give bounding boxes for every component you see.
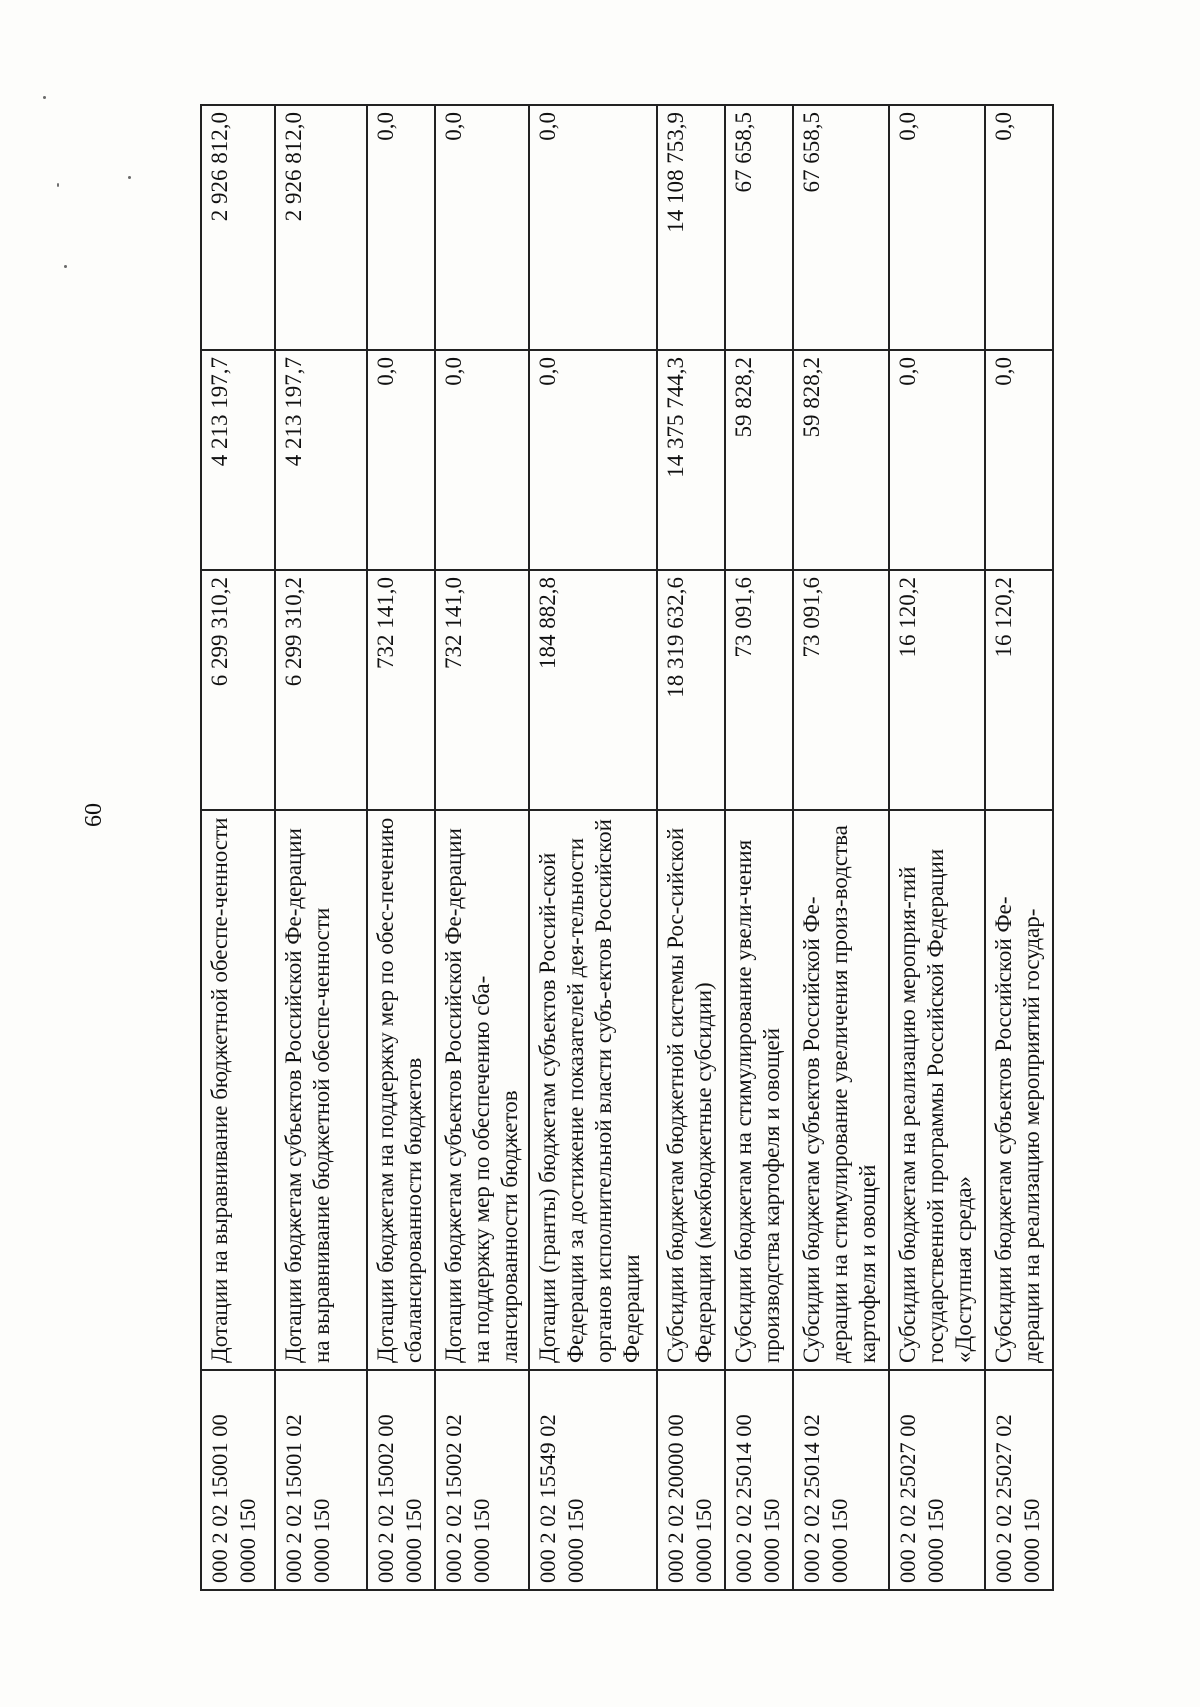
amount-cell-1: 6 299 310,2 xyxy=(275,570,367,810)
budget-table xyxy=(200,104,1054,1591)
amount-cell-1: 184 882,8 xyxy=(529,570,657,810)
table-row xyxy=(529,105,657,1590)
description-cell: Дотации бюджетам субъектов Российской Фе-дерации на выравнивание бюджетной обеспе-ченности xyxy=(275,810,367,1370)
amount-cell-3: 0,0 xyxy=(985,105,1053,350)
scan-speck xyxy=(57,183,59,187)
amount-cell-2: 0,0 xyxy=(985,350,1053,570)
table-row xyxy=(367,105,435,1590)
scan-speck xyxy=(64,265,67,268)
amount-cell-3: 0,0 xyxy=(367,105,435,350)
budget-code-cell: 000 2 02 25027 02 0000 150 xyxy=(985,1370,1053,1590)
budget-code-cell: 000 2 02 15002 02 0000 150 xyxy=(435,1370,529,1590)
table-row xyxy=(275,105,367,1590)
amount-cell-2: 0,0 xyxy=(435,350,529,570)
amount-cell-3: 0,0 xyxy=(529,105,657,350)
table-row xyxy=(725,105,793,1590)
scan-speck xyxy=(43,96,46,99)
table-row xyxy=(201,105,275,1590)
amount-cell-1: 18 319 632,6 xyxy=(657,570,725,810)
amount-cell-1: 73 091,6 xyxy=(793,570,889,810)
amount-cell-1: 732 141,0 xyxy=(435,570,529,810)
budget-code-cell: 000 2 02 15002 00 0000 150 xyxy=(367,1370,435,1590)
scan-speck xyxy=(128,176,131,179)
amount-cell-1: 16 120,2 xyxy=(985,570,1053,810)
amount-cell-2: 0,0 xyxy=(367,350,435,570)
description-cell: Субсидии бюджетам бюджетной системы Рос-сийской Федерации (межбюджетные субсидии) xyxy=(657,810,725,1370)
amount-cell-3: 0,0 xyxy=(435,105,529,350)
table-row xyxy=(793,105,889,1590)
description-cell: Субсидии бюджетам на реализацию мероприя-тий государственной программы Российской Федерации «Доступная среда» xyxy=(889,810,985,1370)
amount-cell-1: 6 299 310,2 xyxy=(201,570,275,810)
description-cell: Дотации на выравнивание бюджетной обеспе-ченности xyxy=(201,810,275,1370)
budget-code-cell: 000 2 02 15001 00 0000 150 xyxy=(201,1370,275,1590)
table-row xyxy=(657,105,725,1590)
amount-cell-3: 67 658,5 xyxy=(793,105,889,350)
budget-code-cell: 000 2 02 25027 00 0000 150 xyxy=(889,1370,985,1590)
amount-cell-3: 2 926 812,0 xyxy=(275,105,367,350)
amount-cell-3: 2 926 812,0 xyxy=(201,105,275,350)
description-cell: Субсидии бюджетам субъектов Российской Фе-дерации на реализацию мероприятий государ- xyxy=(985,810,1053,1370)
amount-cell-3: 67 658,5 xyxy=(725,105,793,350)
description-cell: Дотации (гранты) бюджетам субъектов Россий-ской Федерации за достижение показателей дея-тельности органов исполнительной власти субъ-ектов Российской Федерации xyxy=(529,810,657,1370)
description-cell: Дотации бюджетам на поддержку мер по обес-печению сбалансированности бюджетов xyxy=(367,810,435,1370)
table-row xyxy=(435,105,529,1590)
table-container xyxy=(200,106,1200,1591)
description-cell: Дотации бюджетам субъектов Российской Фе-дерации на поддержку мер по обеспечению сба-лансированности бюджетов xyxy=(435,810,529,1370)
budget-code-cell: 000 2 02 25014 00 0000 150 xyxy=(725,1370,793,1590)
amount-cell-2: 14 375 744,3 xyxy=(657,350,725,570)
amount-cell-2: 4 213 197,7 xyxy=(275,350,367,570)
table-row xyxy=(985,105,1053,1590)
budget-code-cell: 000 2 02 20000 00 0000 150 xyxy=(657,1370,725,1590)
amount-cell-2: 0,0 xyxy=(889,350,985,570)
budget-code-cell: 000 2 02 25014 02 0000 150 xyxy=(793,1370,889,1590)
amount-cell-2: 0,0 xyxy=(529,350,657,570)
budget-code-cell: 000 2 02 15001 02 0000 150 xyxy=(275,1370,367,1590)
page-number: 60 xyxy=(81,803,107,827)
budget-code-cell: 000 2 02 15549 02 0000 150 xyxy=(529,1370,657,1590)
amount-cell-2: 59 828,2 xyxy=(725,350,793,570)
amount-cell-3: 0,0 xyxy=(889,105,985,350)
amount-cell-2: 59 828,2 xyxy=(793,350,889,570)
description-cell: Субсидии бюджетам на стимулирование увели-чения производства картофеля и овощей xyxy=(725,810,793,1370)
amount-cell-3: 14 108 753,9 xyxy=(657,105,725,350)
amount-cell-1: 73 091,6 xyxy=(725,570,793,810)
table-row xyxy=(889,105,985,1590)
amount-cell-1: 16 120,2 xyxy=(889,570,985,810)
amount-cell-2: 4 213 197,7 xyxy=(201,350,275,570)
description-cell: Субсидии бюджетам субъектов Российской Фе-дерации на стимулирование увеличения произ-водства картофеля и овощей xyxy=(793,810,889,1370)
amount-cell-1: 732 141,0 xyxy=(367,570,435,810)
